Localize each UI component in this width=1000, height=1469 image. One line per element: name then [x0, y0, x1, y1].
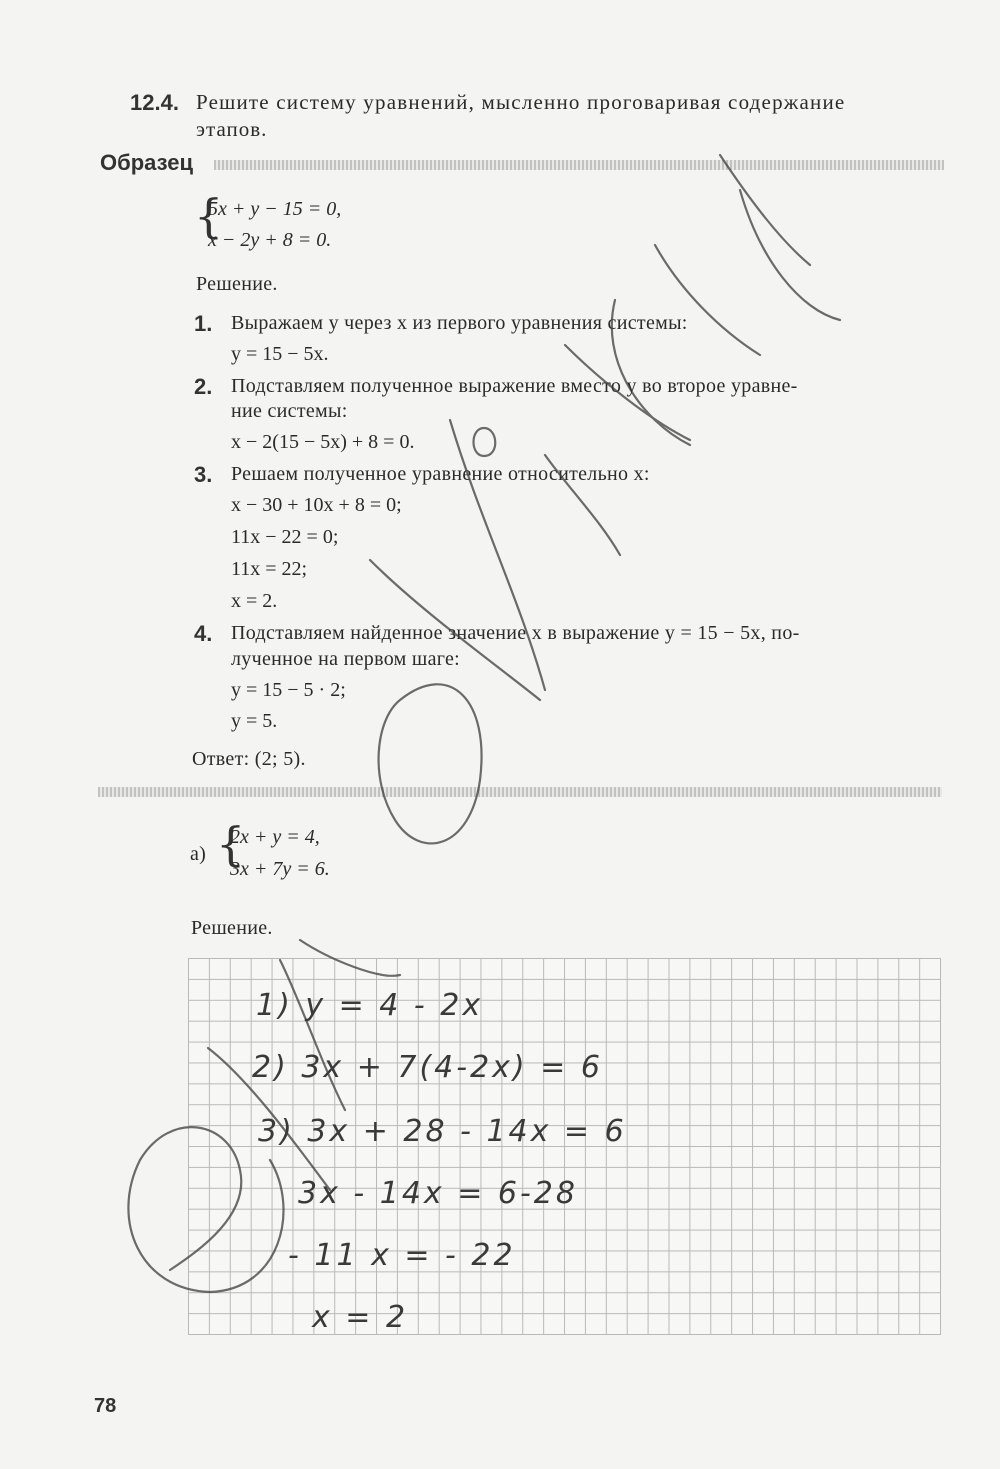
exercise-label: а) [190, 843, 207, 865]
step-math: y = 5. [231, 710, 278, 732]
handwritten-line: x = 2 [312, 1300, 409, 1335]
step-text: Подставляем полученное выражение вместо y во второе уравне- [231, 375, 798, 397]
system-brace: { [194, 189, 224, 243]
handwritten-line: 3) 3x + 28 - 14x = 6 [258, 1114, 627, 1149]
step-math: x − 30 + 10x + 8 = 0; [231, 494, 402, 516]
step-text: ние системы: [231, 400, 348, 422]
step-math: y = 15 − 5x. [231, 343, 329, 365]
step-text: Решаем полученное уравнение относительно x: [231, 463, 650, 485]
sample-system-eq1: 5x + y − 15 = 0, [208, 198, 342, 220]
step-math: x = 2. [231, 590, 278, 612]
step-math: 11x − 22 = 0; [231, 526, 339, 548]
task-text-line2: этапов. [196, 117, 268, 141]
step-text: Выражаем y через x из первого уравнения системы: [231, 312, 688, 334]
step-text: лученное на первом шаге: [231, 648, 461, 670]
task-number: 12.4. [130, 90, 179, 115]
sample-solution-label: Решение. [196, 273, 278, 295]
exercise-solution-label: Решение. [191, 917, 273, 939]
sample-answer: Ответ: (2; 5). [192, 748, 306, 770]
page-number: 78 [94, 1395, 117, 1417]
handwritten-line: - 11 x = - 22 [288, 1238, 516, 1273]
task-text-line1: Решите систему уравнений, мысленно проговаривая содержание [196, 90, 846, 114]
exercise-system-eq2: 3x + 7y = 6. [230, 858, 330, 880]
step-math: x − 2(15 − 5x) + 8 = 0. [231, 431, 415, 453]
exercise-system-eq1: 2x + y = 4, [230, 826, 320, 848]
step-math: 11x = 22; [231, 558, 308, 580]
sample-system-eq2: x − 2y + 8 = 0. [208, 229, 332, 251]
handwritten-line: 1) y = 4 - 2x [256, 988, 484, 1023]
step-number: 2. [194, 374, 213, 399]
step-number: 1. [194, 311, 213, 336]
step-math: y = 15 − 5 · 2; [231, 679, 346, 701]
step-text: Подставляем найденное значение x в выражение y = 15 − 5x, по- [231, 622, 800, 644]
sample-divider [214, 160, 944, 170]
system-brace: { [216, 817, 246, 871]
step-number: 3. [194, 462, 213, 487]
handwritten-line: 3x - 14x = 6-28 [298, 1176, 578, 1211]
sample-heading: Образец [100, 150, 194, 175]
step-number: 4. [194, 621, 213, 646]
handwritten-line: 2) 3x + 7(4-2x) = 6 [252, 1050, 603, 1085]
section-divider [98, 787, 942, 797]
